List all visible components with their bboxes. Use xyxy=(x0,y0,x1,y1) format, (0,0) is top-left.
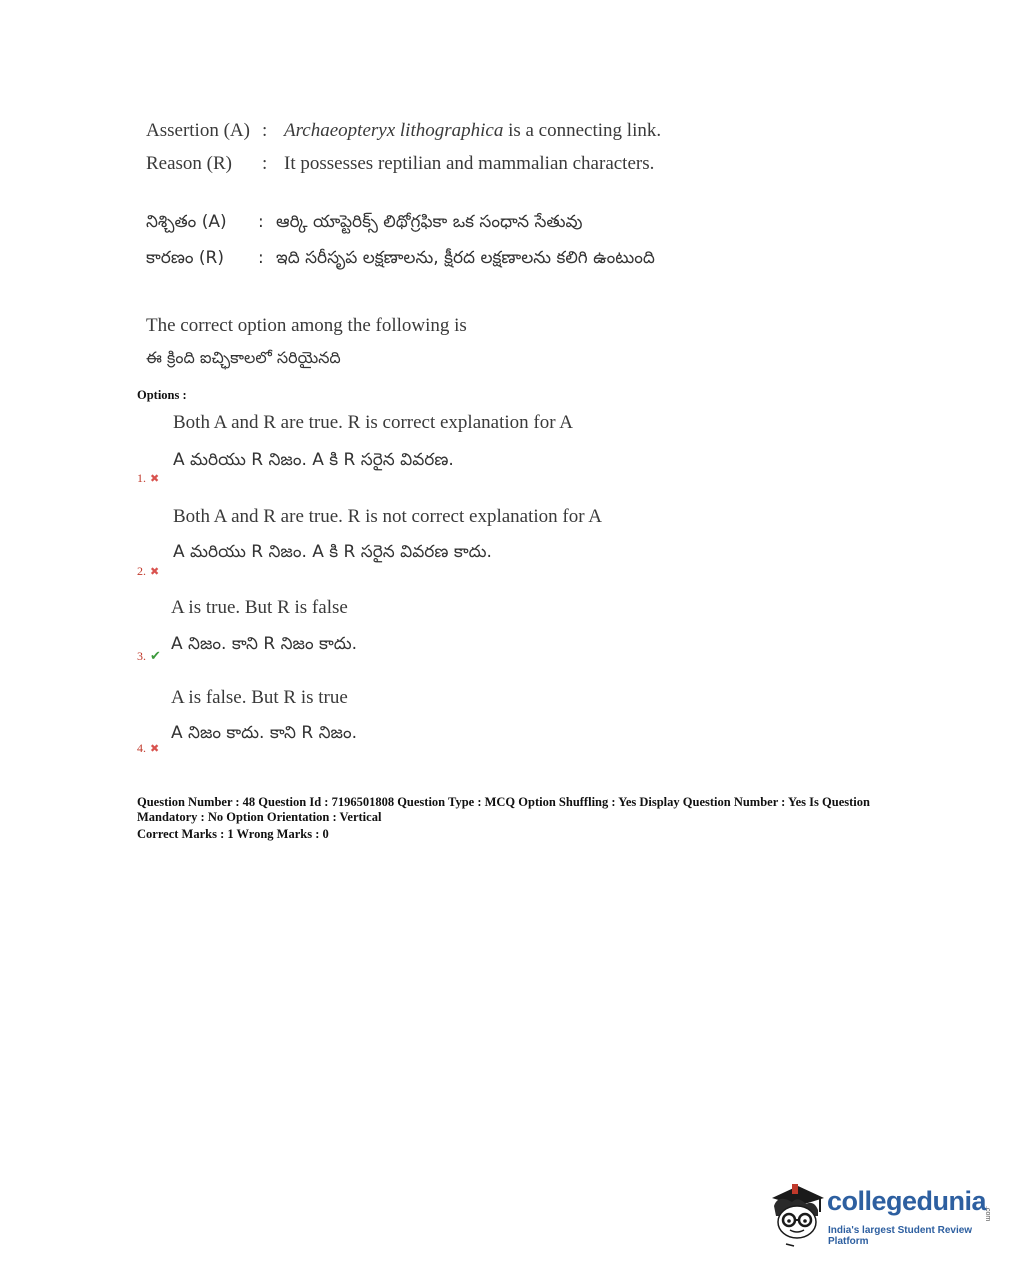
option-1-number: 1. xyxy=(137,471,146,485)
logo-domain: .com xyxy=(984,1206,991,1222)
question-meta-line-3: Correct Marks : 1 Wrong Marks : 0 xyxy=(137,827,329,841)
wrong-cross-icon: ✖ xyxy=(150,743,160,755)
wrong-cross-icon: ✖ xyxy=(150,566,160,578)
option-4-telugu: A నిజం కాదు. కాని R నిజం. xyxy=(171,723,357,743)
reason-label: Reason (R) xyxy=(146,153,233,174)
option-3-english: A is true. But R is false xyxy=(171,597,348,618)
option-2-telugu: A మరియు R నిజం. A కి R సరైన వివరణ కాదు. xyxy=(173,542,492,562)
option-4-number: 4. xyxy=(137,741,146,755)
option-4-marker xyxy=(137,739,159,757)
wrong-cross-icon: ✖ xyxy=(150,473,160,485)
assertion-separator: : xyxy=(262,120,268,141)
option-3-marker xyxy=(137,647,161,665)
question-meta-line-1: Question Number : 48 Question Id : 7196501808 Question Type : MCQ Option Shuffling : Yes Display Question Number : Yes Is Question xyxy=(137,795,870,809)
reason-separator: : xyxy=(262,153,268,174)
option-3-telugu: A నిజం. కాని R నిజం కాదు. xyxy=(171,634,357,654)
mascot-icon xyxy=(768,1180,828,1250)
assertion-species: Archaeopteryx lithographica xyxy=(284,120,504,141)
assertion-label: Assertion (A) xyxy=(146,120,250,141)
assertion-rest: is a connecting link. xyxy=(503,120,662,141)
option-1-marker xyxy=(137,469,159,487)
options-heading: Options : xyxy=(137,388,187,402)
reason-text: It possesses reptilian and mammalian characters. xyxy=(284,153,655,174)
option-3-number: 3. xyxy=(137,649,146,663)
option-1-english: Both A and R are true. R is correct explanation for A xyxy=(173,412,573,433)
correct-check-icon: ✔ xyxy=(150,648,161,663)
option-2-english: Both A and R are true. R is not correct explanation for A xyxy=(173,506,602,527)
collegedunia-logo xyxy=(768,1180,993,1250)
reason-te-label: కారణం (R) xyxy=(146,248,224,268)
assertion-te-text: ఆర్కి యాప్టెరిక్స్ లిథోగ్రఫికా ఒక సంధాన సేతువు xyxy=(276,212,583,232)
option-2-marker xyxy=(137,562,159,580)
assertion-te-label: నిశ్చితం (A) xyxy=(146,212,227,232)
option-4-english: A is false. But R is true xyxy=(171,687,348,708)
assertion-text xyxy=(284,120,661,142)
prompt-telugu: ఈ క్రింది ఐచ్ఛికాలలో సరియైనది xyxy=(146,348,341,367)
logo-tagline: India's largest Student Review Platform xyxy=(828,1225,973,1247)
reason-te-separator: : xyxy=(258,248,264,268)
reason-te-text: ఇది సరీసృప లక్షణాలను, క్షీరద లక్షణాలను కలిగి ఉంటుంది xyxy=(276,248,655,268)
logo-wordmark: collegedunia xyxy=(827,1186,987,1216)
option-1-telugu: A మరియు R నిజం. A కి R సరైన వివరణ. xyxy=(173,450,454,470)
prompt-english: The correct option among the following is xyxy=(146,315,467,336)
option-2-number: 2. xyxy=(137,564,146,578)
assertion-te-separator: : xyxy=(258,212,264,232)
question-meta-line-2: Mandatory : No Option Orientation : Vertical xyxy=(137,810,382,824)
